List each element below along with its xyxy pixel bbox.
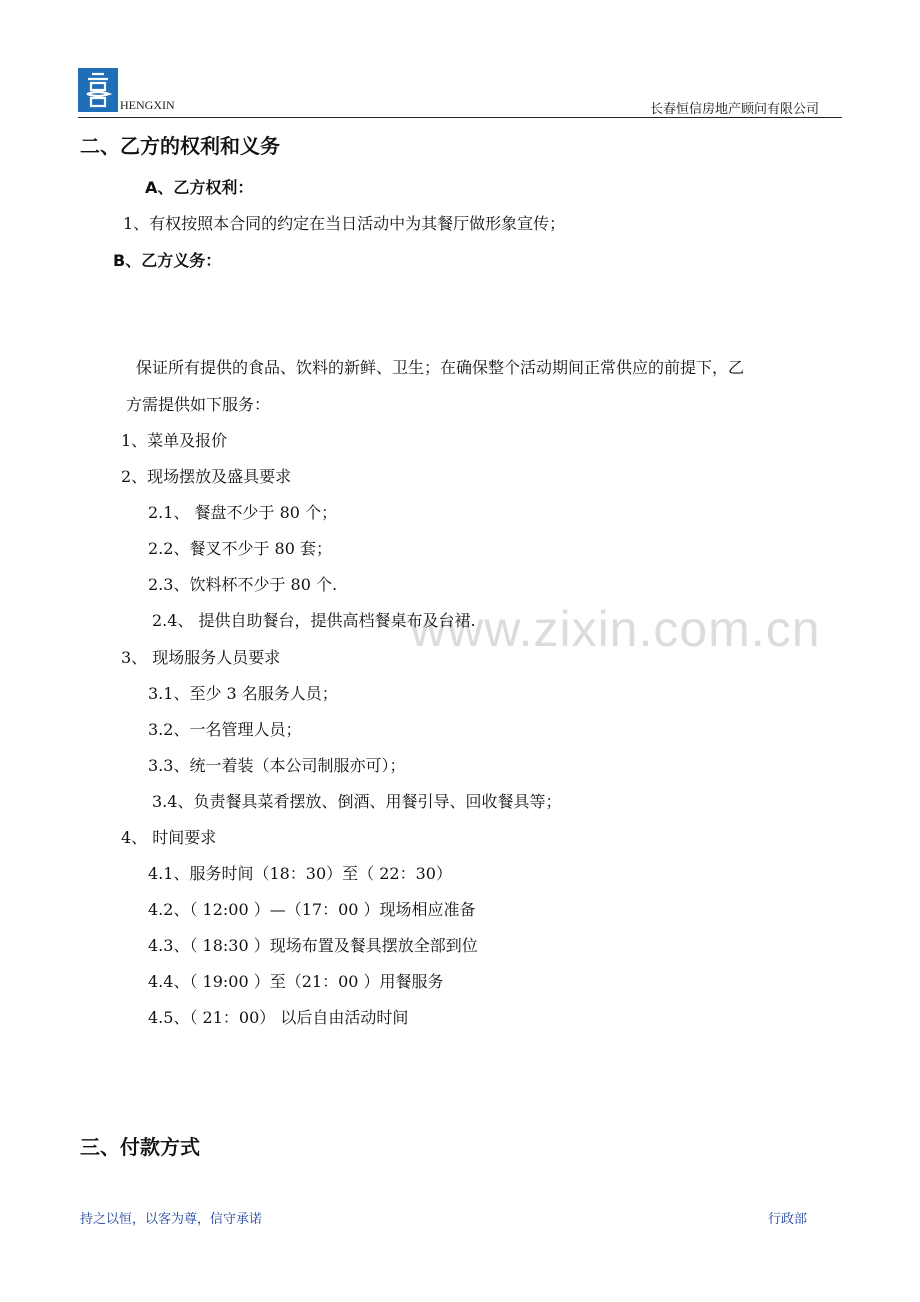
header-divider [78,117,842,118]
company-name: 长春恒信房地产顾问有限公司 [650,101,820,116]
list-item: 2、现场摆放及盛具要求 [121,467,292,486]
footer-motto: 持之以恒，以客为尊，信守承诺 [80,1211,263,1226]
list-item: 2.4、 提供自助餐台，提供高档餐桌布及台裙. [152,611,476,630]
list-item: 4.2、（ 12:00 ）—（17：00 ）现场相应准备 [148,900,476,919]
list-item: 1、菜单及报价 [121,431,228,450]
paragraph: 1、有权按照本合同的约定在当日活动中为其餐厅做形象宣传； [123,214,566,233]
subsection-title: B、乙方义务： [113,251,222,270]
list-item: 3.1、至少 3 名服务人员； [148,684,338,703]
paragraph: 保证所有提供的食品、饮料的新鲜、卫生；在确保整个活动期间正常供应的前提下，乙 [136,358,745,377]
list-item: 3、 现场服务人员要求 [121,648,281,667]
list-item: 3.2、一名管理人员； [148,720,302,739]
paragraph: 方需提供如下服务： [126,395,271,414]
list-item: 4.1、服务时间（18：30）至（ 22：30） [148,864,452,883]
list-item: 2.3、饮料杯不少于 80 个. [148,575,338,594]
company-logo [78,68,118,112]
list-item: 2.1、 餐盘不少于 80 个； [148,503,338,522]
list-item: 2.2、餐叉不少于 80 套； [148,539,332,558]
list-item: 3.4、负责餐具菜肴摆放、倒酒、用餐引导、回收餐具等； [152,792,562,811]
list-item: 4、 时间要求 [121,828,217,847]
footer-department: 行政部 [768,1211,808,1226]
section-title: 二、乙方的权利和义务 [80,134,280,158]
list-item: 4.5、（ 21：00） 以后自由活动时间 [148,1008,409,1027]
watermark: www.zixin.com.cn [410,601,821,657]
list-item: 3.3、统一着装（本公司制服亦可）； [148,756,406,775]
logo-text: HENGXIN [120,98,175,112]
section-title: 三、付款方式 [80,1135,200,1159]
subsection-title: A、乙方权利： [145,178,254,197]
list-item: 4.3、（ 18:30 ）现场布置及餐具摆放全部到位 [148,936,478,955]
list-item: 4.4、（ 19:00 ）至（21：00 ）用餐服务 [148,972,444,991]
